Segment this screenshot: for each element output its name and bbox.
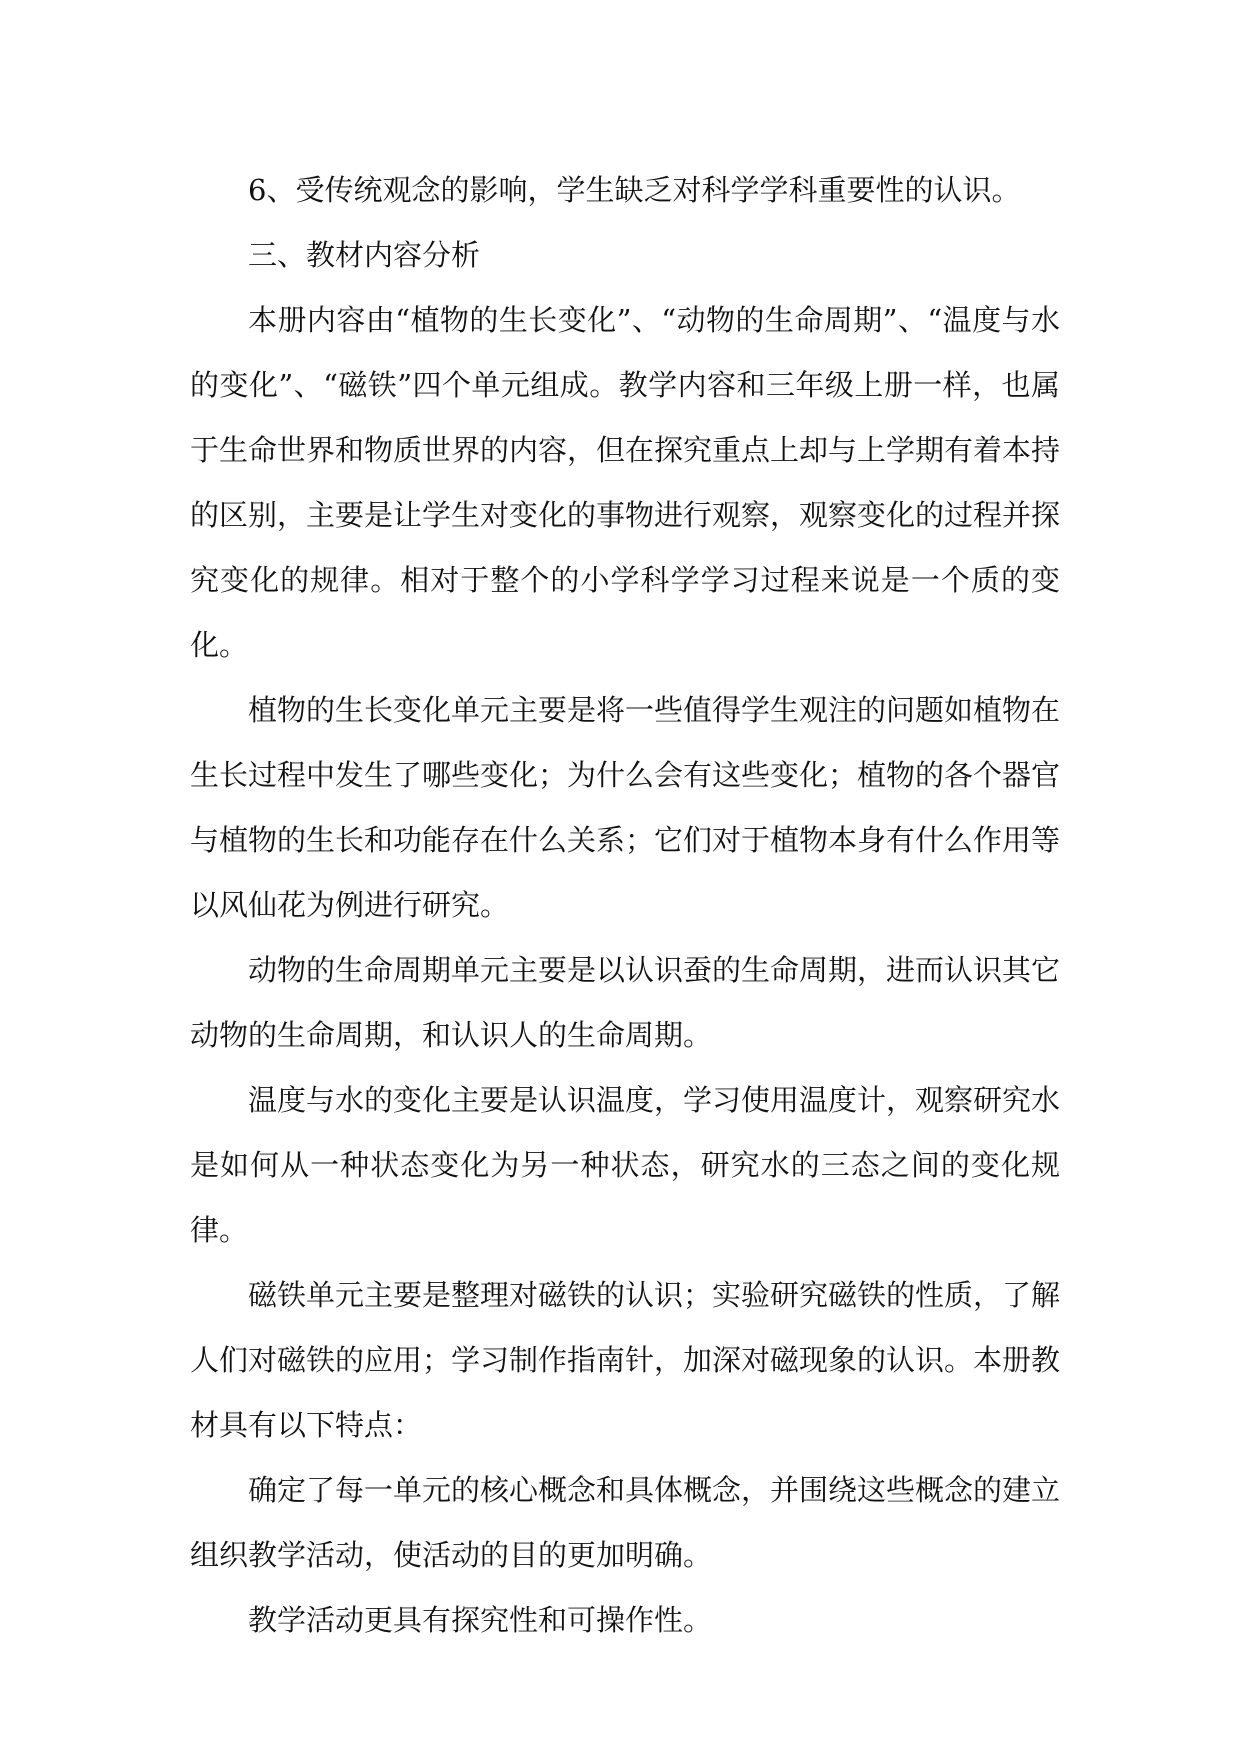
paragraph-magnet-unit: 磁铁单元主要是整理对磁铁的认识；实验研究磁铁的性质，了解人们对磁铁的应用；学习制作指南针，加深对磁现象的认识。本册教材具有以下特点： (190, 1278, 1061, 1442)
paragraph-temperature-water-unit: 温度与水的变化主要是认识温度，学习使用温度计，观察研究水是如何从一种状态变化为另一种状态，研究水的三态之间的变化规律。 (190, 1083, 1061, 1247)
document-body (190, 158, 1060, 1653)
paragraph-item-6: 6、受传统观念的影响，学生缺乏对科学学科重要性的认识。 (248, 173, 1021, 207)
paragraph-feature-concepts: 确定了每一单元的核心概念和具体概念，并围绕这些概念的建立组织教学活动，使活动的目的更加明确。 (190, 1473, 1061, 1572)
section-heading-textbook-analysis: 三、教材内容分析 (248, 238, 481, 272)
paragraph-animal-unit: 动物的生命周期单元主要是以认识蚕的生命周期，进而认识其它动物的生命周期，和认识人的生命周期。 (190, 953, 1061, 1052)
paragraph-overview: 本册内容由“植物的生长变化”、“动物的生命周期”、“温度与水的变化”、“磁铁”四个单元组成。教学内容和三年级上册一样，也属于生命世界和物质世界的内容，但在探究重点上却与上学期有着本持的区别，主要是让学生对变化的事物进行观察，观察变化的过程并探究变化的规律。相对于整个的小学科学学习过程来说是一个质的变化。 (190, 303, 1061, 662)
paragraph-plant-unit: 植物的生长变化单元主要是将一些值得学生观注的问题如植物在生长过程中发生了哪些变化；为什么会有这些变化；植物的各个器官与植物的生长和功能存在什么关系；它们对于植物本身有什么作用等以风仙花为例进行研究。 (190, 693, 1061, 922)
paragraph-feature-inquiry: 教学活动更具有探究性和可操作性。 (248, 1603, 713, 1637)
